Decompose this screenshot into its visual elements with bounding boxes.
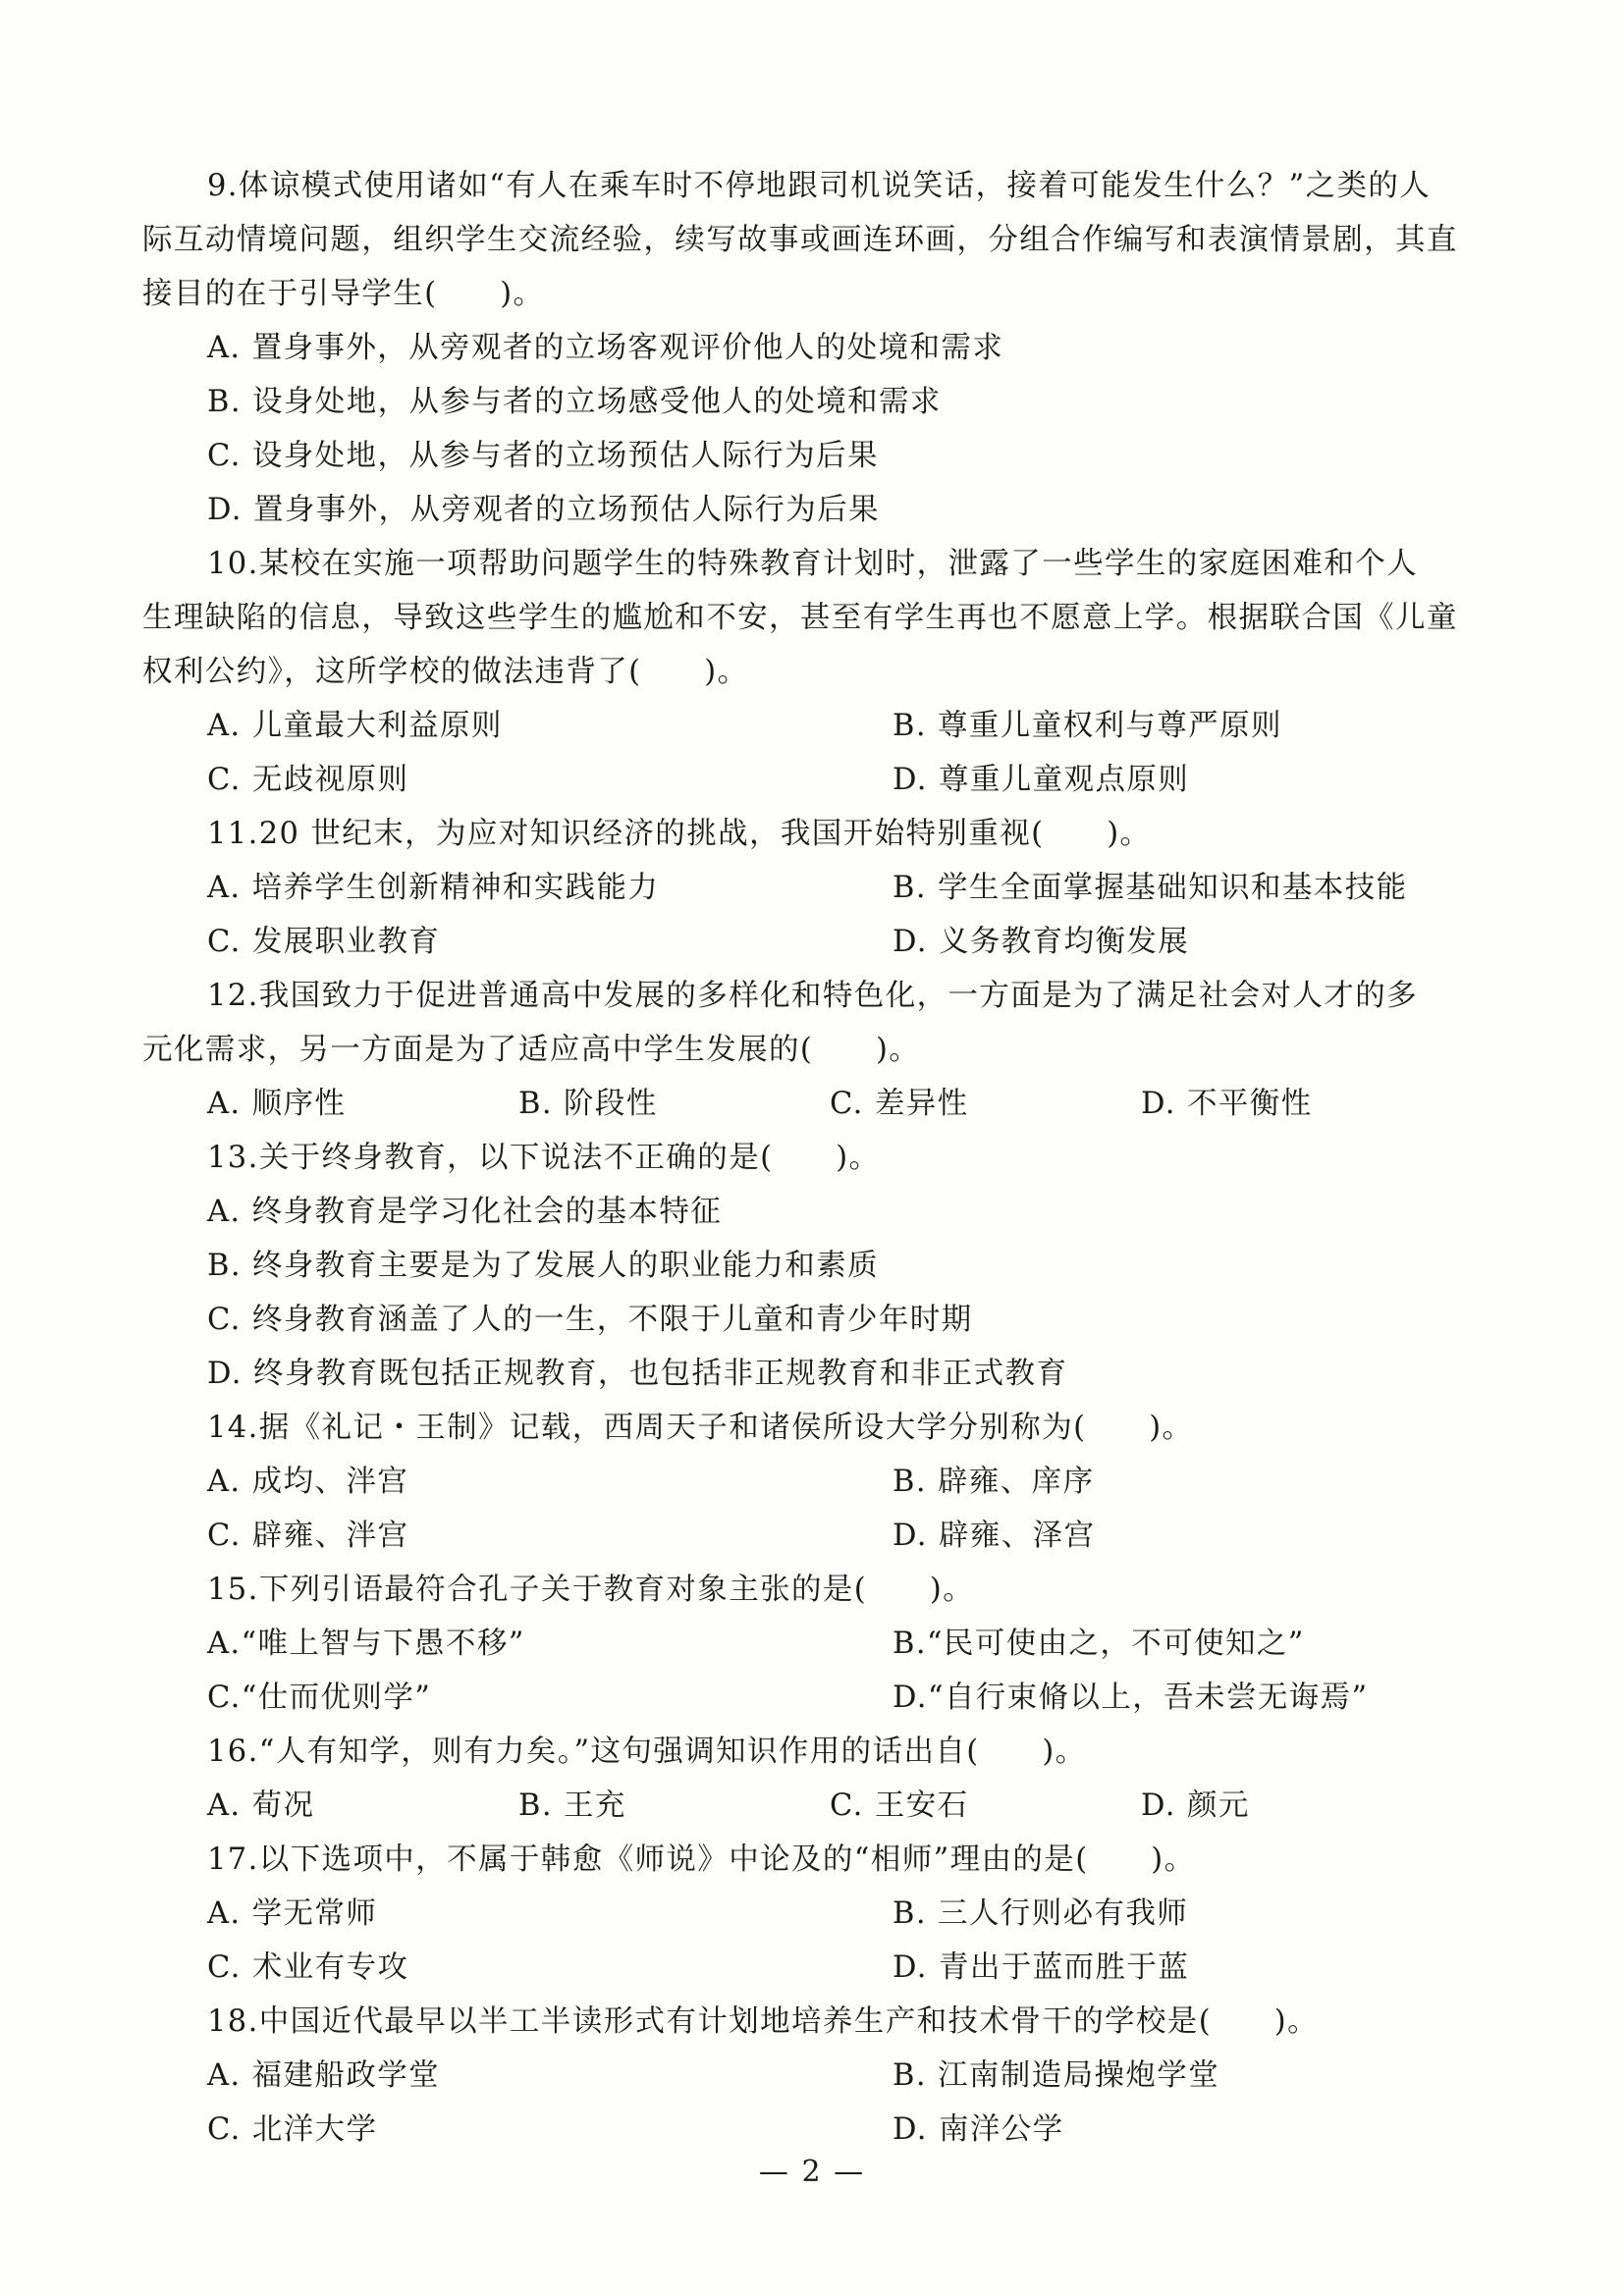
option-row (142, 1509, 1463, 1563)
question-list (142, 159, 1463, 2157)
question-stem-line: 元化需求，另一方面是为了适应高中学生发展的( )。 (142, 1033, 921, 1067)
option-a: A. 顺序性 (207, 1087, 347, 1121)
option-c: C. 终身教育涵盖了人的一生，不限于儿童和青少年时期 (207, 1303, 973, 1337)
question-stem-line: 11.20 世纪末，为应对知识经济的挑战，我国开始特别重视( )。 (207, 817, 1152, 851)
question-stem-line: 10.某校在实施一项帮助问题学生的特殊教育计划时，泄露了一些学生的家庭困难和个人 (207, 547, 1419, 581)
option-a: A. 终身教育是学习化社会的基本特征 (207, 1195, 723, 1229)
question-9 (142, 159, 1463, 537)
question-stem-line: 15.下列引语最符合孔子关于教育对象主张的是( )。 (207, 1573, 975, 1607)
question-stem-line: 9.体谅模式使用诸如“有人在乘车时不停地跟司机说笑话，接着可能发生什么？”之类的人 (207, 169, 1432, 203)
option-b: B. 江南制造局操炮学堂 (893, 2058, 1220, 2093)
option-b: B. 尊重儿童权利与尊严原则 (893, 709, 1282, 743)
option-row (142, 1941, 1463, 1995)
option-c: C. 王安石 (830, 1789, 969, 1823)
option-d: D. 置身事外，从旁观者的立场预估人际行为后果 (207, 493, 880, 527)
question-stem-line: 13.关于终身教育，以下说法不正确的是( )。 (207, 1141, 881, 1175)
option-d: D. 颜元 (1141, 1789, 1250, 1823)
question-13 (142, 1131, 1463, 1401)
question-18 (142, 1995, 1463, 2157)
question-16 (142, 1725, 1463, 1833)
question-11 (142, 807, 1463, 969)
question-stem-line: 生理缺陷的信息，导致这些学生的尴尬和不安，甚至有学生再也不愿意上学。根据联合国《儿童 (142, 601, 1458, 635)
option-a: A. 荀况 (207, 1789, 315, 1823)
option-b: B. 设身处地，从参与者的立场感受他人的处境和需求 (207, 385, 942, 419)
question-stem-line: 12.我国致力于促进普通高中发展的多样化和特色化，一方面是为了满足社会对人才的多 (207, 979, 1419, 1013)
option-row (142, 1077, 1463, 1131)
option-a: A. 福建船政学堂 (207, 2058, 441, 2093)
option-d: D. 辟雍、泽宫 (893, 1519, 1096, 1553)
option-c: C.“仕而优则学” (207, 1681, 432, 1715)
option-a: A. 学无常师 (207, 1896, 378, 1931)
option-a: A. 成均、泮宫 (207, 1465, 409, 1499)
option-d: D. 青出于蓝而胜于蓝 (893, 1950, 1190, 1985)
option-a: A. 儿童最大利益原则 (207, 709, 503, 743)
option-a: A. 培养学生创新精神和实践能力 (207, 871, 660, 905)
question-stem-line: 接目的在于引导学生( )。 (142, 277, 545, 311)
question-stem-line: 际互动情境问题，组织学生交流经验，续写故事或画连环画，分组合作编写和表演情景剧，其直 (142, 223, 1458, 257)
option-row (142, 915, 1463, 969)
option-c: C. 差异性 (830, 1087, 969, 1121)
question-stem-line: 18.中国近代最早以半工半读形式有计划地培养生产和技术骨干的学校是( )。 (207, 2004, 1320, 2039)
option-row (142, 1887, 1463, 1941)
question-stem-line: 权利公约》，这所学校的做法违背了( )。 (142, 655, 749, 689)
option-d: D.“自行束脩以上，吾未尝无诲焉” (893, 1681, 1369, 1715)
option-a: A.“唯上智与下愚不移” (207, 1627, 525, 1661)
page-number: — 2 — (758, 2155, 866, 2189)
option-row (142, 1617, 1463, 1671)
option-d: D. 尊重儿童观点原则 (893, 763, 1190, 797)
option-c: C. 辟雍、泮宫 (207, 1519, 409, 1553)
question-stem-line: 17.以下选项中，不属于韩愈《师说》中论及的“相师”理由的是( )。 (207, 1842, 1196, 1877)
option-row (142, 861, 1463, 915)
option-d: D. 不平衡性 (1141, 1087, 1313, 1121)
option-d: D. 义务教育均衡发展 (893, 925, 1190, 959)
option-d: D. 终身教育既包括正规教育，也包括非正规教育和非正式教育 (207, 1357, 1068, 1391)
option-b: B. 王充 (518, 1789, 626, 1823)
question-10 (142, 537, 1463, 807)
option-c: C. 发展职业教育 (207, 925, 441, 959)
option-c: C. 无歧视原则 (207, 763, 409, 797)
option-row (142, 1779, 1463, 1833)
question-17 (142, 1833, 1463, 1995)
option-b: B. 终身教育主要是为了发展人的职业能力和素质 (207, 1249, 880, 1283)
option-c: C. 设身处地，从参与者的立场预估人际行为后果 (207, 439, 879, 473)
option-c: C. 术业有专攻 (207, 1950, 409, 1985)
question-12 (142, 969, 1463, 1131)
option-c: C. 北洋大学 (207, 2112, 378, 2147)
question-stem-line: 16.“人有知学，则有力矣。”这句强调知识作用的话出自( )。 (207, 1735, 1087, 1769)
option-b: B. 辟雍、庠序 (893, 1465, 1095, 1499)
option-b: B. 学生全面掌握基础知识和基本技能 (893, 871, 1408, 905)
option-row (142, 2049, 1463, 2103)
option-row (142, 1455, 1463, 1509)
option-b: B.“民可使由之，不可使知之” (893, 1627, 1305, 1661)
option-b: B. 阶段性 (518, 1087, 658, 1121)
option-row (142, 699, 1463, 753)
question-14 (142, 1401, 1463, 1563)
option-a: A. 置身事外，从旁观者的立场客观评价他人的处境和需求 (207, 331, 1004, 365)
option-b: B. 三人行则必有我师 (893, 1896, 1189, 1931)
option-row (142, 753, 1463, 807)
option-d: D. 南洋公学 (893, 2112, 1064, 2147)
option-row (142, 2103, 1463, 2157)
question-15 (142, 1563, 1463, 1725)
option-row (142, 1671, 1463, 1725)
question-stem-line: 14.据《礼记・王制》记载，西周天子和诸侯所设大学分别称为( )。 (207, 1411, 1194, 1445)
